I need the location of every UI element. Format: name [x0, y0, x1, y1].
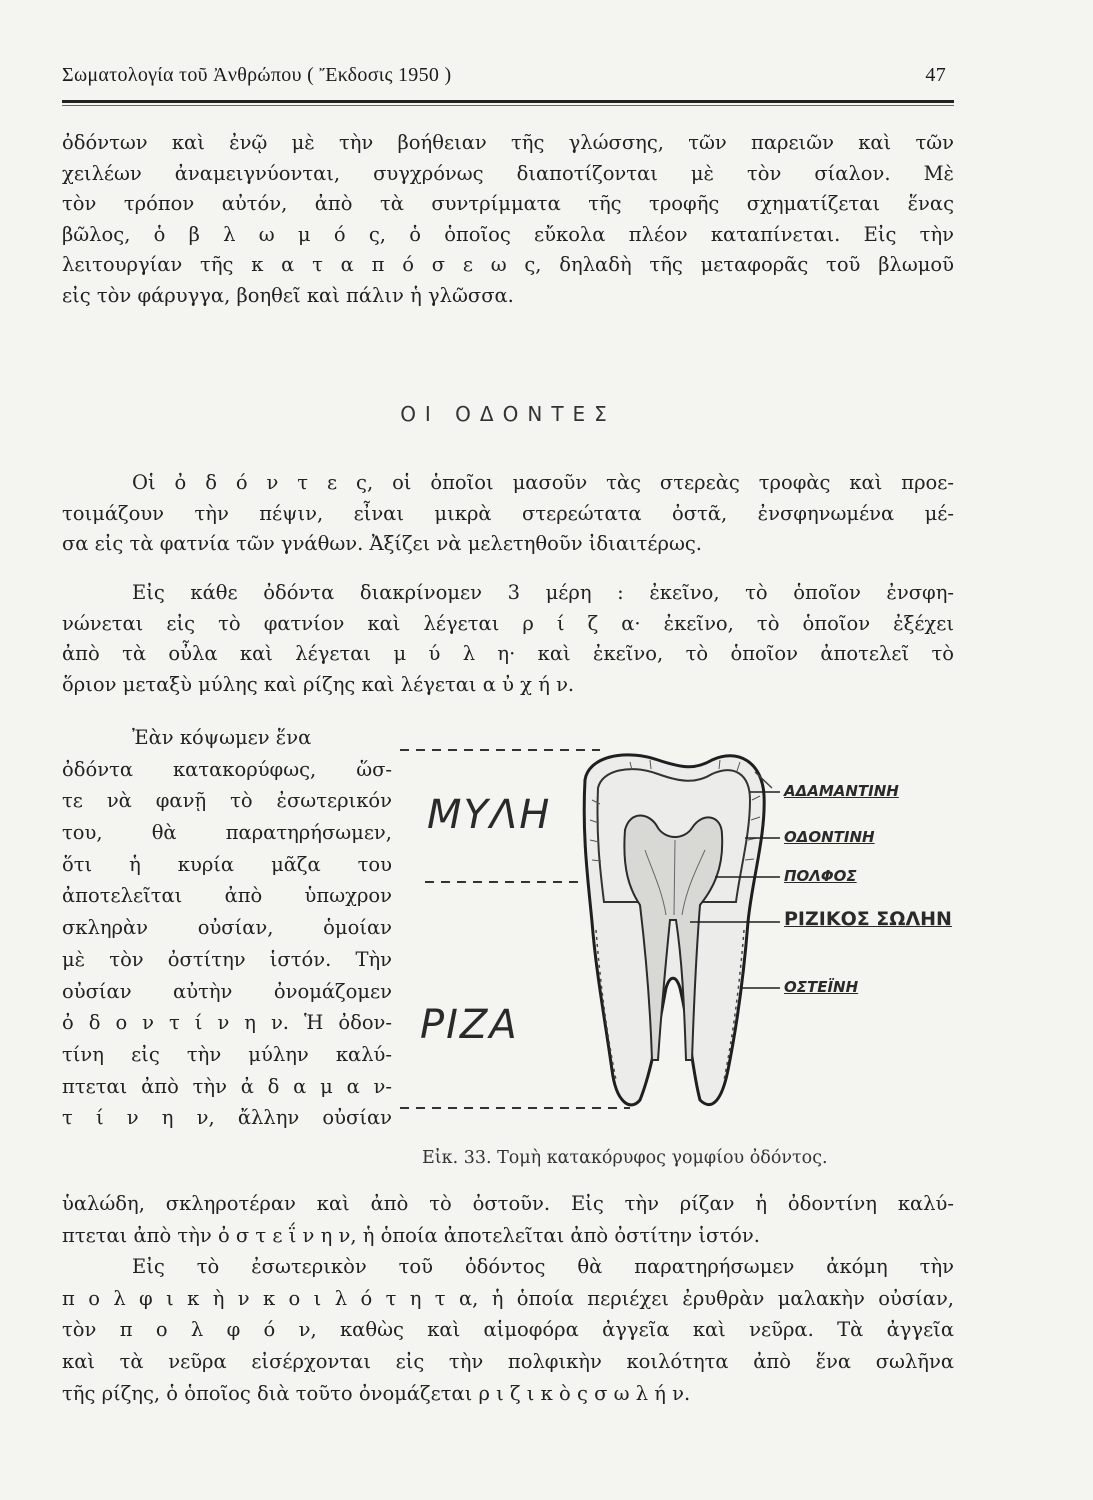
label-cementum: ΟΣΤΕΪΝΗ	[784, 978, 859, 996]
label-root: ΡΙΖΑ	[420, 1002, 519, 1048]
paragraph-4-tail	[62, 1188, 954, 1409]
page-number: 47	[925, 64, 946, 86]
paragraph-4-left-column	[62, 722, 392, 1134]
text-line: ὀδόντα κατακορύφως, ὥσ-	[62, 757, 392, 781]
paragraph-1	[62, 128, 954, 311]
text-line: καὶ τὰ νεῦρα εἰσέρχονται εἰς τὴν πολφικὴν κοιλότητα ἀπὸ ἕνα σωλῆνα	[62, 1349, 954, 1373]
text-line: μὲ τὸν ὀστίτην ἱστόν. Τὴν	[62, 947, 392, 971]
page-header	[62, 64, 952, 87]
section-title: ΟΙ ΟΔΟΝΤΕΣ	[400, 402, 616, 426]
text-line: του, θὰ παρατηρήσωμεν,	[62, 821, 392, 845]
label-dentin: ΟΔΟΝΤΙΝΗ	[784, 828, 875, 846]
text-line: τὸν τρόπον αὐτόν, ἀπὸ τὰ συντρίμματα τῆς τροφῆς σχηματίζεται ἕνας	[62, 192, 954, 215]
tooth-figure	[400, 740, 960, 1180]
text-line: ὅτι ἡ κυρία μᾶζα του	[62, 852, 392, 876]
text-line: πτεται ἀπὸ τὴν ὀ σ τ ε ΐ ν η ν, ἡ ὁποία ἀποτελεῖται ἀπὸ ὀστίτην ἱστόν.	[62, 1223, 760, 1247]
text-line: εἰς τὸν φάρυγγα, βοηθεῖ καὶ πάλιν ἡ γλῶσσα.	[62, 283, 514, 307]
paragraph-2	[62, 468, 954, 560]
header-rule	[62, 100, 954, 103]
text-line: ὀ δ ο ν τ ί ν η ν. Ἡ ὀδον-	[62, 1011, 392, 1035]
text-line: ὅριον μεταξὺ μύλης καὶ ρίζης καὶ λέγεται α ὐ χ ή ν.	[62, 672, 575, 696]
text-line: νώνεται εἰς τὸ φατνίον καὶ λέγεται ρ ί ζ α· ἐκεῖνο, τὸ ὁποῖον ἐξέχει	[62, 611, 954, 635]
text-line: Οἱ ὀ δ ό ν τ ε ς, οἱ ὁποῖοι μασοῦν τὰς στερεὰς τροφὰς καὶ προε-	[132, 471, 954, 494]
text-line: π ο λ φ ι κ ὴ ν κ ο ι λ ό τ η τ α, ἡ ὁποία περιέχει ἐρυθρὰν μαλακὴν οὐσίαν,	[62, 1286, 954, 1310]
text-line: ἀποτελεῖται ἀπὸ ὑπωχρον	[62, 884, 392, 908]
text-line: Εἰς τὸ ἐσωτερικὸν τοῦ ὀδόντος θὰ παρατηρήσωμεν ἀκόμη τὴν	[132, 1255, 954, 1279]
label-pulp: ΠΟΛΦΟΣ	[784, 867, 857, 885]
figure-caption: Εἰκ. 33. Τομὴ κατακόρυφος γομφίου ὀδόντος.	[422, 1148, 828, 1168]
text-line: τ ί ν η ν, ἄλλην οὐσίαν	[62, 1106, 392, 1130]
text-line: τῆς ρίζης, ὁ ὁποῖος διὰ τοῦτο ὀνομάζεται ρ ι ζ ι κ ὸ ς σ ω λ ή ν.	[62, 1381, 691, 1405]
text-line: ὀδόντων καὶ ἐνῷ μὲ τὴν βοήθειαν τῆς γλώσσης, τῶν παρειῶν καὶ τῶν	[62, 131, 954, 154]
text-line: τοιμάζουν τὴν πέψιν, εἶναι μικρὰ στερεώτατα ὀστᾶ, ἐνσφηνωμένα μέ-	[62, 501, 954, 525]
text-line: σκληρὰν οὐσίαν, ὁμοίαν	[62, 916, 392, 940]
label-crown: ΜΥΛΗ	[427, 792, 552, 838]
label-root-canal: ΡΙΖΙΚΟΣ ΣΩΛΗΝ	[784, 908, 952, 930]
running-title: Σωματολογία τοῦ Ἀνθρώπου ( Ἔκδοσις 1950 )	[62, 64, 452, 86]
text-line: σα εἰς τὰ φατνία τῶν γνάθων. Ἀξίζει νὰ μελετηθοῦν ἰδιαιτέρως.	[62, 532, 703, 555]
text-line: τὸν π ο λ φ ό ν, καθὼς καὶ αἱμοφόρα ἀγγεῖα καὶ νεῦρα. Τὰ ἀγγεῖα	[62, 1318, 954, 1342]
text-line: Εἰς κάθε ὀδόντα διακρίνομεν 3 μέρη : ἐκεῖνο, τὸ ὁποῖον ἐνσφη-	[132, 581, 954, 604]
text-line: τίνη εἰς τὴν μύλην καλύ-	[62, 1042, 392, 1066]
paragraph-3	[62, 578, 954, 700]
text-line: οὐσίαν αὐτὴν ὀνομάζομεν	[62, 979, 392, 1003]
label-enamel: ΑΔΑΜΑΝΤΙΝΗ	[784, 782, 899, 800]
text-line: ἀπὸ τὰ οὖλα καὶ λέγεται μ ύ λ η· καὶ ἐκεῖνο, τὸ ὁποῖον ἀποτελεῖ τὸ	[62, 642, 954, 665]
text-line: τε νὰ φανῇ τὸ ἐσωτερικόν	[62, 789, 392, 813]
text-line: πτεται ἀπὸ τὴν ἀ δ α μ α ν-	[62, 1074, 392, 1098]
text-line: βῶλος, ὁ β λ ω μ ό ς, ὁ ὁποῖος εὔκολα πλέον καταπίνεται. Εἰς τὴν	[62, 222, 954, 246]
text-line: χειλέων ἀναμειγνύονται, συγχρόνως διαποτίζονται μὲ τὸν σίαλον. Μὲ	[62, 161, 954, 185]
header-rule-thin	[62, 105, 954, 106]
text-line: ὑαλώδη, σκληροτέραν καὶ ἀπὸ τὸ ὀστοῦν. Εἰς τὴν ρίζαν ἡ ὀδοντίνη καλύ-	[62, 1192, 954, 1215]
text-line: λειτουργίαν τῆς κ α τ α π ό σ ε ω ς, δηλαδὴ τῆς μεταφορᾶς τοῦ βλωμοῦ	[62, 253, 954, 276]
text-line: Ἐὰν κόψωμεν ἕνα	[132, 726, 312, 749]
